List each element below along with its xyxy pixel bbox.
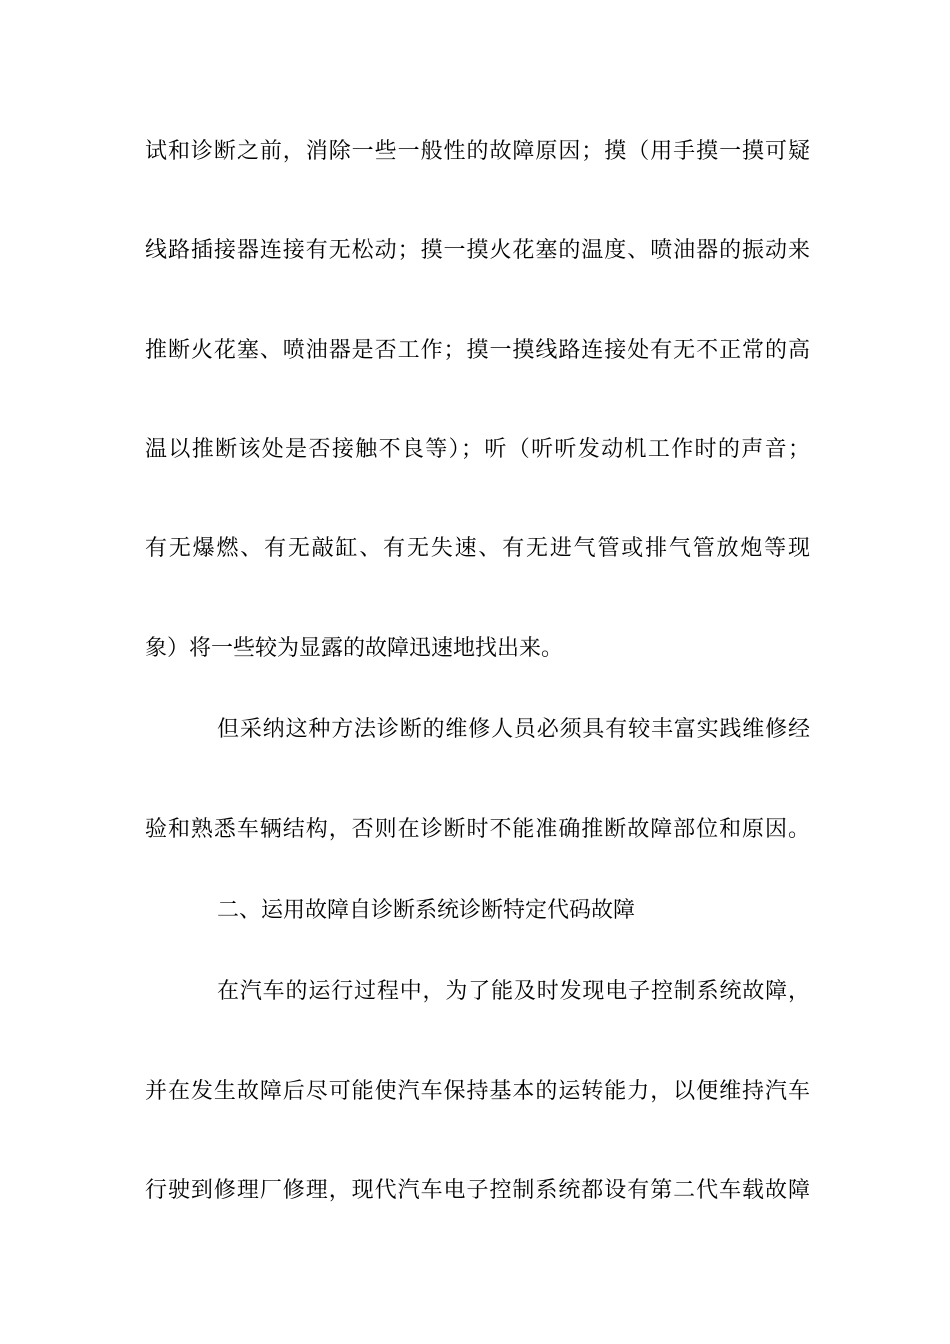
paragraph-line: 有无爆燃、有无敲缸、有无失速、有无进气管或排气管放炮等现 (145, 536, 810, 561)
paragraph-line: 温以推断该处是否接触不良等）；听（听听发动机工作时的声音； (145, 437, 810, 462)
paragraph-line: 并在发生故障后尽可能使汽车保持基本的运转能力，以便维持汽车 (145, 1079, 810, 1104)
paragraph-line: 但采纳这种方法诊断的维修人员必须具有较丰富实践维修经 (217, 717, 810, 742)
paragraph-line: 象）将一些较为显露的故障迅速地找出来。 (145, 636, 564, 661)
paragraph-line: 线路插接器连接有无松动；摸一摸火花塞的温度、喷油器的振动来 (145, 238, 810, 263)
paragraph-line: 验和熟悉车辆结构，否则在诊断时不能准确推断故障部位和原因。 (145, 817, 810, 842)
paragraph-line: 试和诊断之前，消除一些一般性的故障原因；摸（用手摸一摸可疑 (145, 139, 810, 164)
paragraph-line: 在汽车的运行过程中，为了能及时发现电子控制系统故障， (217, 979, 810, 1004)
paragraph-line: 推断火花塞、喷油器是否工作；摸一摸线路连接处有无不正常的高 (145, 338, 810, 363)
paragraph-line: 行驶到修理厂修理，现代汽车电子控制系统都设有第二代车载故障 (145, 1178, 810, 1203)
section-heading: 二、运用故障自诊断系统诊断特定代码故障 (217, 898, 636, 923)
